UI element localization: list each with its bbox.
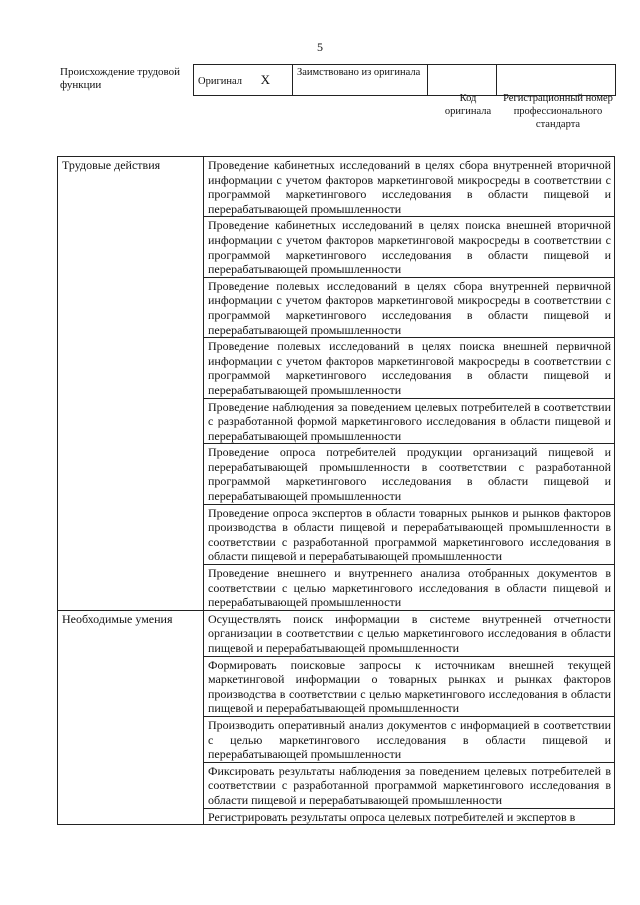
item-text: Проведение внешнего и внутреннего анализа отобранных документов в соответствии с целью маркетингового исследования в области пищевой и перерабатывающей промышленности — [204, 565, 615, 611]
borrowed-label: Заимствовано из оригинала — [297, 67, 421, 78]
item-text: Проведение опроса экспертов в области товарных рынков и рынков факторов производства в области пищевой и перерабатывающей промышленности в соответствии с разработанной программой маркетингового исследования в области пищевой и перерабатывающей промышленности — [204, 504, 615, 564]
section-heading: Трудовые действия — [58, 157, 204, 611]
table-row — [58, 157, 615, 217]
item-text: Проведение опроса потребителей продукции организаций пищевой и перерабатывающей промышленности в соответствии с разработанной программой маркетингового исследования в области пищевой и перерабатывающей промышленности — [204, 444, 615, 504]
origin-label: Происхождение трудовой функции — [60, 66, 181, 91]
item-text: Проведение кабинетных исследований в целях поиска внешней вторичной информации с учетом факторов маркетинговой макросреды в соответствии с программой маркетингового исследования в области пищевой и перерабатывающей промышленности — [204, 217, 615, 277]
page-number: 5 — [317, 40, 323, 54]
item-text: Проведение кабинетных исследований в целях сбора внутренней вторичной информации с учетом факторов маркетинговой микросреды в соответствии с программой маркетингового исследования в области пищевой и перерабатывающей промышленности — [204, 157, 615, 217]
item-text: Фиксировать результаты наблюдения за поведением целевых потребителей в соответствии с разработанной программой маркетингового исследования в области пищевой и перерабатывающей промышленности — [204, 762, 615, 808]
section-heading: Необходимые умения — [58, 610, 204, 824]
item-text: Проведение полевых исследований в целях поиска внешней первичной информации с учетом факторов маркетинговой макросреды в соответствии с программой маркетингового исследования в области пищевой и перерабатывающей промышленности — [204, 338, 615, 398]
item-text: Осуществлять поиск информации в системе внутренней отчетности организации в соответствии с целью маркетингового исследования в области пищевой и перерабатывающей промышленности — [204, 610, 615, 656]
item-text: Проведение наблюдения за поведением целевых потребителей в соответствии с разработанной формой маркетингового исследования в области пищевой и перерабатывающей промышленности — [204, 398, 615, 444]
reg-number-cell — [497, 65, 616, 96]
table-row — [58, 610, 615, 656]
item-text: Регистрировать результаты опроса целевых потребителей и экспертов в — [204, 808, 615, 825]
item-text: Формировать поисковые запросы к источникам внешней текущей маркетинговой информации о товарных рынках и рынках факторов производства в соответствии с целью маркетингового исследования в области пищевой и перерабатывающей промышленности — [204, 656, 615, 716]
item-text: Проведение полевых исследований в целях сбора внутренней первичной информации с учетом факторов маркетинговой микросреды в соответствии с программой маркетингового исследования в области пищевой и перерабатывающей промышленности — [204, 277, 615, 337]
code-label: Код оригинала — [444, 93, 492, 117]
reg-number-label: Регистрационный номер профессионального стандарта — [503, 93, 613, 130]
original-cell — [194, 65, 293, 96]
borrowed-cell — [293, 65, 428, 96]
original-mark: Х — [260, 72, 271, 87]
function-table — [57, 156, 615, 825]
original-label: Оригинал — [198, 76, 242, 87]
code-cell — [428, 65, 497, 96]
item-text: Производить оперативный анализ документов с информацией в соответствии с целью маркетингового исследования в области пищевой и перерабатывающей промышленности — [204, 716, 615, 762]
